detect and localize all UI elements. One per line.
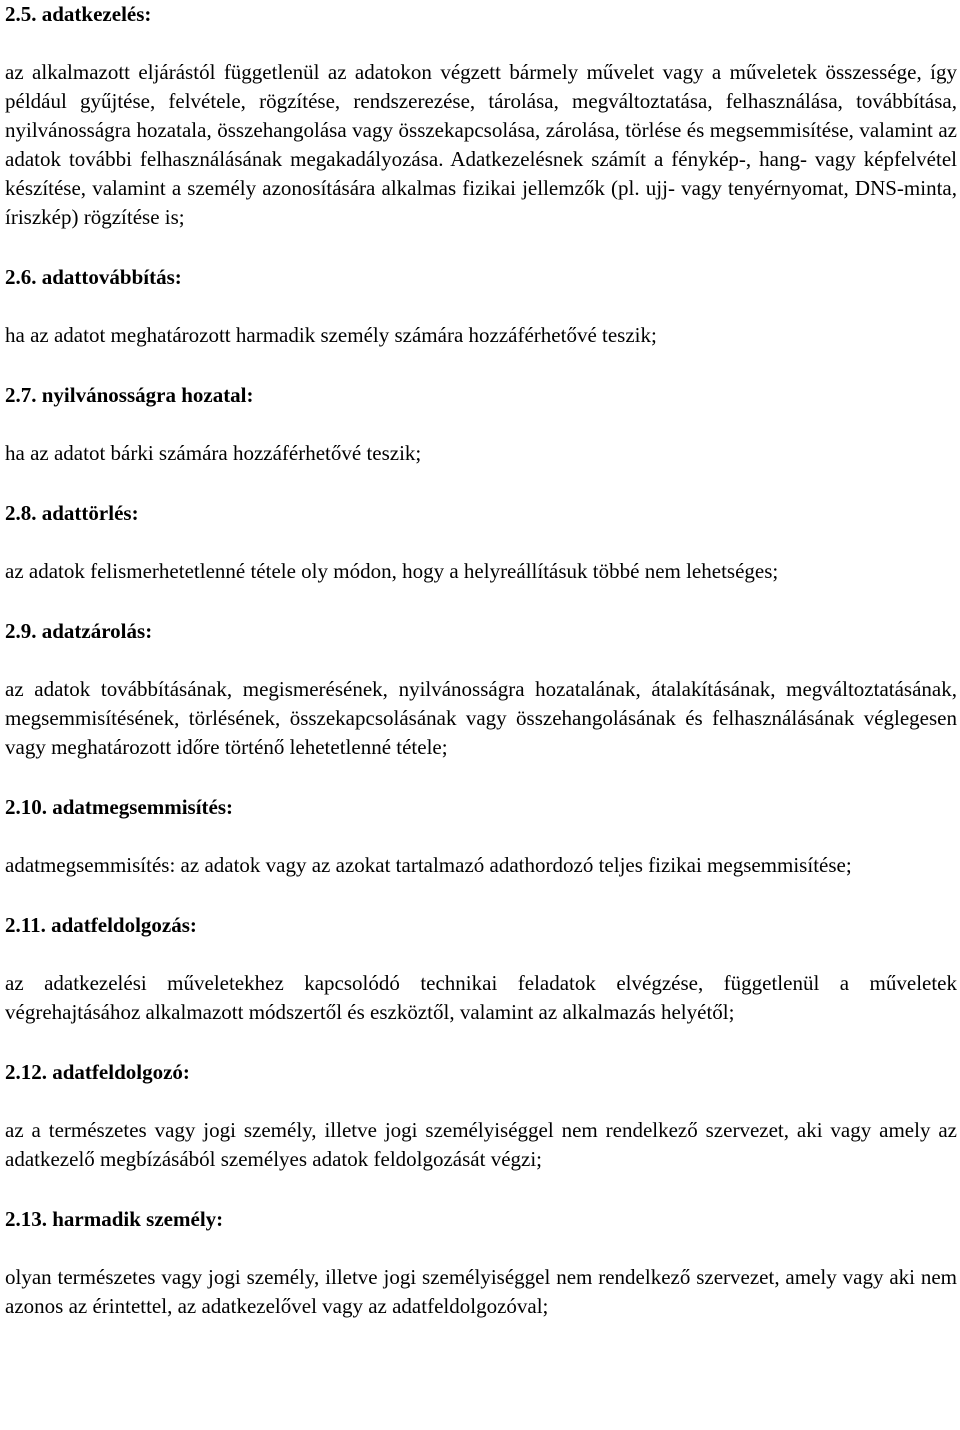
section-number: 2.13. — [5, 1207, 47, 1231]
section-definition: adatmegsemmisítés: az adatok vagy az azokat tartalmazó adathordozó teljes fizikai megsemmisítése; — [5, 853, 852, 877]
section-term: nyilvánosságra hozatal: — [41, 383, 254, 407]
section-heading — [5, 1205, 957, 1234]
definition-section-2-9 — [5, 617, 957, 793]
section-definition: az a természetes vagy jogi személy, illetve jogi személyiséggel nem rendelkező szervezet, aki vagy amely az adatkezelő megbízásából személyes adatok feldolgozását végzi; — [5, 1118, 957, 1171]
section-number: 2.6. — [5, 265, 37, 289]
section-definition: olyan természetes vagy jogi személy, illetve jogi személyiséggel nem rendelkező szervezet, amely vagy aki nem azonos az érintettel, az adatkezelővel vagy az adatfeldolgozóval; — [5, 1265, 957, 1318]
definition-section-2-8 — [5, 499, 957, 617]
section-heading — [5, 499, 957, 528]
definition-section-2-5 — [5, 0, 957, 263]
section-term: harmadik személy: — [52, 1207, 224, 1231]
section-heading — [5, 0, 957, 29]
definition-section-2-10 — [5, 793, 957, 911]
section-number: 2.9. — [5, 619, 37, 643]
section-term: adatfeldolgozás: — [51, 913, 197, 937]
section-number: 2.12. — [5, 1060, 47, 1084]
section-definition: ha az adatot meghatározott harmadik személy számára hozzáférhetővé teszik; — [5, 323, 657, 347]
section-heading — [5, 263, 957, 292]
section-heading — [5, 617, 957, 646]
section-definition: az adatkezelési műveletekhez kapcsolódó technikai feladatok elvégzése, függetlenül a műveletek végrehajtásához alkalmazott módszertől és eszköztől, valamint az alkalmazás helyétől; — [5, 971, 957, 1024]
section-number: 2.7. — [5, 383, 37, 407]
section-heading — [5, 793, 957, 822]
section-term: adatkezelés: — [41, 2, 152, 26]
section-number: 2.8. — [5, 501, 37, 525]
section-number: 2.5. — [5, 2, 37, 26]
section-term: adattovábbítás: — [41, 265, 182, 289]
section-definition: az adatok továbbításának, megismerésének, nyilvánosságra hozatalának, átalakításának, megváltoztatásának, megsemmisítésének, törlésének, összekapcsolásának vagy összehangolásának és felhasználásának véglegesen vagy meghatározott időre történő lehetetlenné tétele; — [5, 677, 957, 759]
definition-section-2-13 — [5, 1205, 957, 1321]
section-definition: ha az adatot bárki számára hozzáférhetővé teszik; — [5, 441, 422, 465]
section-heading — [5, 381, 957, 410]
definition-section-2-6 — [5, 263, 957, 381]
section-definition: az adatok felismerhetetlenné tétele oly módon, hogy a helyreállításuk többé nem lehetséges; — [5, 559, 779, 583]
section-term: adatmegsemmisítés: — [52, 795, 234, 819]
definition-section-2-12 — [5, 1058, 957, 1205]
section-definition: az alkalmazott eljárástól függetlenül az adatokon végzett bármely művelet vagy a műveletek összessége, így például gyűjtése, felvétele, rögzítése, rendszerezése, tárolása, megváltoztatása, felhasználása, továbbítása, nyilvánosságra hozatala, összehangolása vagy összekapcsolása, zárolása, törlése és megsemmisítése, valamint az adatok további felhasználásának megakadályozása. Adatkezelésnek számít a fénykép-, hang- vagy képfelvétel készítése, valamint a személy azonosítására alkalmas fizikai jellemzők (pl. ujj- vagy tenyérnyomat, DNS-minta, íriszkép) rögzítése is; — [5, 60, 957, 229]
section-heading — [5, 911, 957, 940]
section-term: adatfeldolgozó: — [52, 1060, 190, 1084]
section-number: 2.10. — [5, 795, 47, 819]
section-term: adatzárolás: — [41, 619, 153, 643]
definition-section-2-11 — [5, 911, 957, 1058]
definition-section-2-7 — [5, 381, 957, 499]
section-term: adattörlés: — [41, 501, 139, 525]
section-number: 2.11. — [5, 913, 46, 937]
section-heading — [5, 1058, 957, 1087]
